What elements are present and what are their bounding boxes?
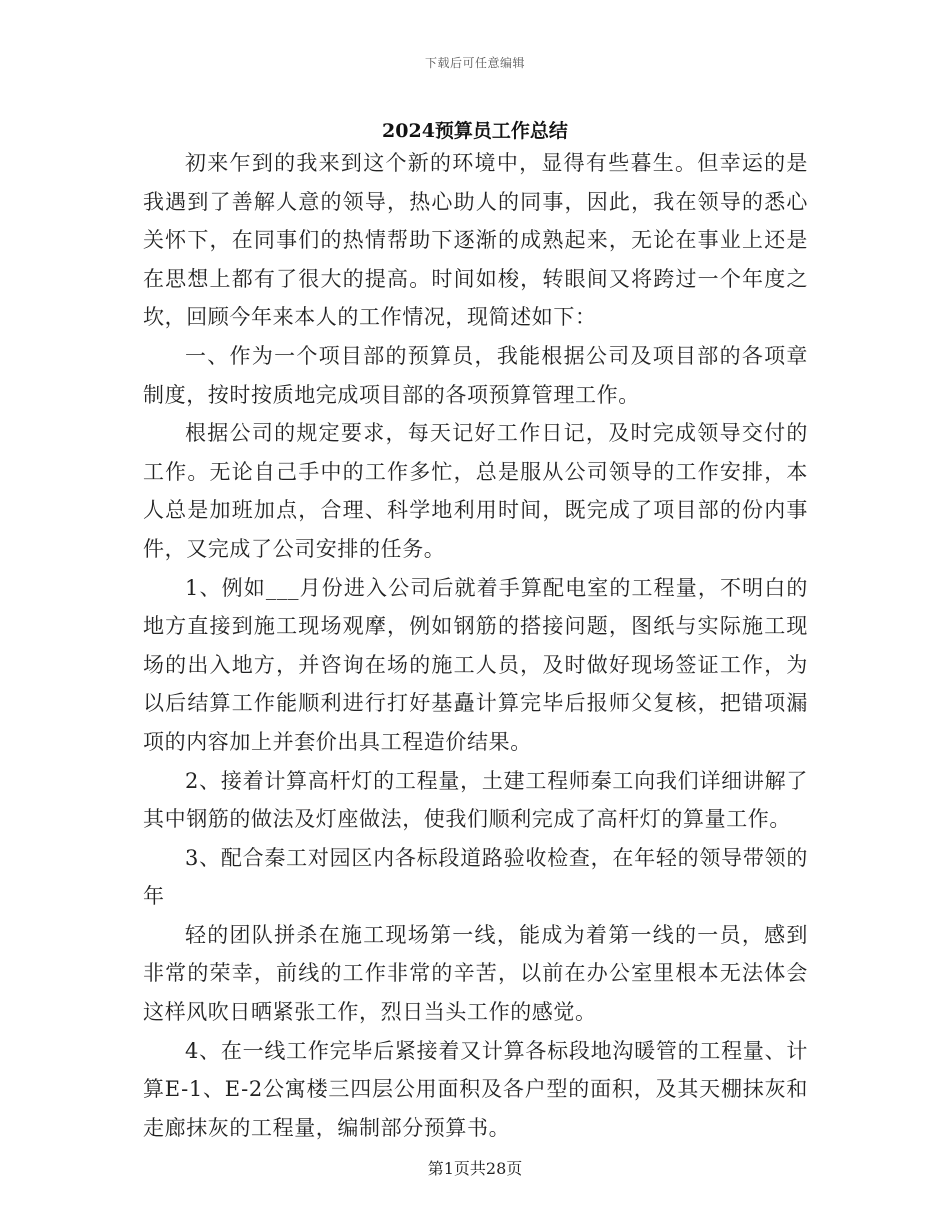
paragraph-item-3-continued: 轻的团队拼杀在施工现场第一线，能成为着第一线的一员，感到非常的荣幸，前线的工作非常的辛苦，以前在办公室里根本无法体会这样风吹日晒紧张工作，烈日当头工作的感觉。: [143, 922, 808, 1025]
paragraph-section-1: 一、作为一个项目部的预算员，我能根据公司及项目部的各项章制度，按时按质地完成项目部的各项预算管理工作。: [143, 343, 808, 407]
document-title: 2024预算员工作总结: [382, 120, 568, 142]
paragraph-item-2: 2、接着计算高杆灯的工程量，土建工程师秦工向我们详细讲解了其中钢筋的做法及灯座做法，使我们顺利完成了高杆灯的算量工作。: [143, 768, 808, 832]
paragraph-daily-work: 根据公司的规定要求，每天记好工作日记，及时完成领导交付的工作。无论自己手中的工作多忙，总是服从公司领导的工作安排，本人总是加班加点，合理、科学地利用时间，既完成了项目部的份内事件，又完成了公司安排的任务。: [143, 421, 808, 561]
paragraph-intro: 初来乍到的我来到这个新的环境中，显得有些暮生。但幸运的是我遇到了善解人意的领导，热心助人的同事，因此，我在领导的悉心关怀下，在同事们的热情帮助下逐渐的成熟起来，无论在事业上还是在思想上都有了很大的提高。时间如梭，转眼间又将跨过一个年度之坎，回顾今年来本人的工作情况，现简述如下：: [143, 151, 808, 330]
header-note: 下载后可任意编辑: [424, 56, 525, 70]
page-number-footer: 第1页共28页: [427, 1159, 523, 1178]
paragraph-item-3: 3、配合秦工对园区内各标段道路验收检查，在年轻的领导带领的年: [143, 845, 808, 909]
paragraph-item-1: 1、例如___月份进入公司后就着手算配电室的工程量，不明白的地方直接到施工现场观摩，例如钢筋的搭接问题，图纸与实际施工现场的出入地方，并咨询在场的施工人员，及时做好现场签证工作，为以后结算工作能顺利进行打好基矗计算完毕后报师父复核，把错项漏项的内容加上并套价出具工程造价结果。: [143, 575, 808, 754]
document-body: [143, 144, 808, 1147]
paragraph-item-4: 4、在一线工作完毕后紧接着又计算各标段地沟暖管的工程量、计算E-1、E-2公寓楼三四层公用面积及各户型的面积，及其天棚抹灰和走廊抹灰的工程量，编制部分预算书。: [143, 1038, 808, 1140]
